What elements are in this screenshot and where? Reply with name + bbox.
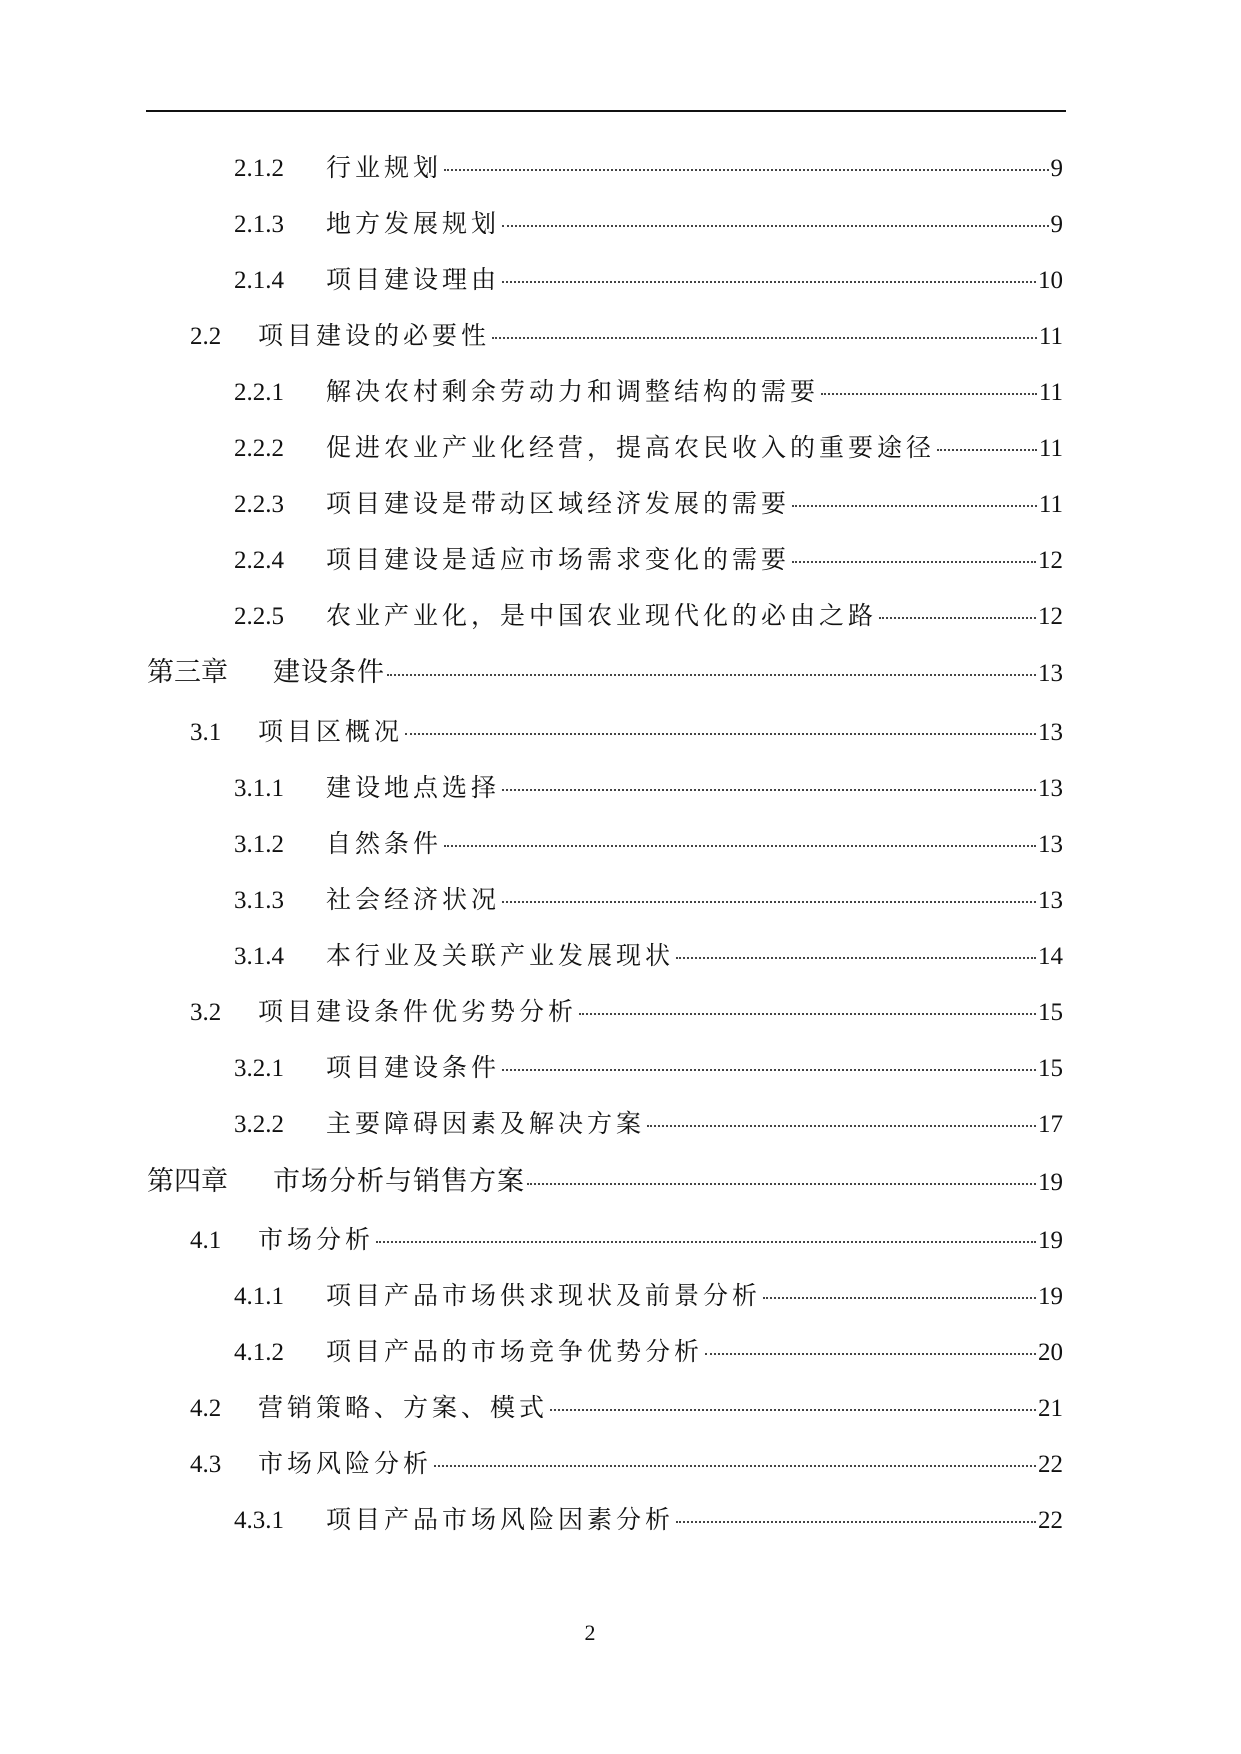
dot-leader xyxy=(821,393,1037,395)
dot-leader xyxy=(647,1125,1036,1127)
toc-entry-number: 2.1.2 xyxy=(234,155,284,182)
toc-entry-number: 3.2 xyxy=(190,999,222,1026)
toc-entry[interactable] xyxy=(234,264,1063,297)
toc-entry-number: 2.2.4 xyxy=(234,547,284,574)
toc-entry[interactable] xyxy=(190,320,1063,353)
toc-entry[interactable] xyxy=(234,544,1063,577)
toc-entry[interactable] xyxy=(234,772,1063,805)
toc-entry-page: 10 xyxy=(1038,267,1063,294)
toc-entry-title: 项目建设是适应市场需求变化的需要 xyxy=(326,545,791,574)
toc-entry-number: 4.3.1 xyxy=(234,1507,284,1534)
toc-entry[interactable] xyxy=(234,432,1063,465)
toc-chapter-entry[interactable] xyxy=(147,1166,1063,1199)
dot-leader xyxy=(792,505,1037,507)
toc-entry-number: 第四章 xyxy=(147,1166,228,1197)
toc-entry-number: 3.1.2 xyxy=(234,831,284,858)
toc-entry[interactable] xyxy=(234,884,1063,917)
toc-entry-title: 行业规划 xyxy=(326,153,443,182)
toc-entry-page: 11 xyxy=(1038,435,1063,462)
dot-leader xyxy=(550,1409,1036,1411)
toc-entry-title: 解决农村剩余劳动力和调整结构的需要 xyxy=(326,377,820,406)
toc-entry-number: 2.2.2 xyxy=(234,435,284,462)
toc-entry-page: 13 xyxy=(1038,775,1063,802)
toc-entry-page: 12 xyxy=(1038,603,1063,630)
toc-entry[interactable] xyxy=(234,1336,1063,1369)
toc-entry-page: 11 xyxy=(1038,379,1063,406)
dot-leader xyxy=(376,1241,1036,1243)
toc-entry-number: 4.3 xyxy=(190,1451,222,1478)
dot-leader xyxy=(676,1521,1036,1523)
toc-entry-page: 13 xyxy=(1038,660,1063,687)
toc-entry[interactable] xyxy=(190,996,1063,1029)
toc-entry-number: 2.2 xyxy=(190,323,222,350)
dot-leader xyxy=(579,1013,1036,1015)
toc-entry-page: 13 xyxy=(1038,887,1063,914)
toc-entry-title: 地方发展规划 xyxy=(326,209,501,238)
toc-entry-title: 项目建设条件优劣势分析 xyxy=(258,997,578,1026)
dot-leader xyxy=(705,1353,1036,1355)
toc-entry-title: 农业产业化，是中国农业现代化的必由之路 xyxy=(326,601,878,630)
toc-entry-title: 项目建设的必要性 xyxy=(258,321,491,350)
toc-entry[interactable] xyxy=(234,1280,1063,1313)
toc-entry[interactable] xyxy=(234,152,1063,185)
dot-leader xyxy=(502,225,1048,227)
toc-entry-title: 营销策略、方案、模式 xyxy=(258,1393,549,1422)
toc-entry-title: 主要障碍因素及解决方案 xyxy=(326,1109,646,1138)
toc-entry-page: 17 xyxy=(1038,1111,1063,1138)
toc-entry-title: 建设地点选择 xyxy=(326,773,501,802)
toc-entry-page: 21 xyxy=(1038,1395,1063,1422)
toc-entry-title: 项目产品市场风险因素分析 xyxy=(326,1505,675,1534)
toc-entry-page: 22 xyxy=(1038,1451,1063,1478)
toc-entry-page: 22 xyxy=(1038,1507,1063,1534)
toc-entry-number: 2.2.5 xyxy=(234,603,284,630)
toc-entry[interactable] xyxy=(234,828,1063,861)
toc-entry[interactable] xyxy=(234,376,1063,409)
toc-entry-title: 本行业及关联产业发展现状 xyxy=(326,941,675,970)
toc-entry[interactable] xyxy=(190,1392,1063,1425)
toc-entry-title: 建设条件 xyxy=(273,657,385,688)
toc-entry-number: 3.1.1 xyxy=(234,775,284,802)
toc-entry[interactable] xyxy=(234,600,1063,633)
toc-entry-number: 3.1.4 xyxy=(234,943,284,970)
toc-entry[interactable] xyxy=(190,1224,1063,1257)
toc-entry-title: 项目建设是带动区域经济发展的需要 xyxy=(326,489,791,518)
toc-entry-page: 15 xyxy=(1038,1055,1063,1082)
toc-entry-page: 19 xyxy=(1038,1227,1063,1254)
dot-leader xyxy=(444,845,1036,847)
dot-leader xyxy=(502,789,1036,791)
dot-leader xyxy=(502,1069,1036,1071)
dot-leader xyxy=(444,169,1048,171)
toc-entry-number: 4.1.2 xyxy=(234,1339,284,1366)
dot-leader xyxy=(502,281,1036,283)
toc-entry-title: 市场分析 xyxy=(258,1225,375,1254)
toc-entry-number: 第三章 xyxy=(147,657,228,688)
toc-entry-page: 19 xyxy=(1038,1169,1063,1196)
toc-entry-number: 2.1.4 xyxy=(234,267,284,294)
toc-entry-page: 15 xyxy=(1038,999,1063,1026)
toc-entry-number: 3.2.2 xyxy=(234,1111,284,1138)
toc-entry-page: 11 xyxy=(1038,323,1063,350)
toc-entry[interactable] xyxy=(190,1448,1063,1481)
toc-entry-title: 促进农业产业化经营，提高农民收入的重要途径 xyxy=(326,433,936,462)
toc-entry-page: 9 xyxy=(1050,155,1063,182)
toc-entry-number: 3.1 xyxy=(190,719,222,746)
toc-entry[interactable] xyxy=(234,940,1063,973)
toc-entry-title: 社会经济状况 xyxy=(326,885,501,914)
toc-entry-title: 自然条件 xyxy=(326,829,443,858)
toc-entry-page: 13 xyxy=(1038,831,1063,858)
toc-chapter-entry[interactable] xyxy=(147,657,1063,690)
toc-entry-number: 2.2.1 xyxy=(234,379,284,406)
toc-entry-page: 20 xyxy=(1038,1339,1063,1366)
toc-entry[interactable] xyxy=(190,716,1063,749)
dot-leader xyxy=(527,1183,1036,1185)
toc-entry-page: 14 xyxy=(1038,943,1063,970)
toc-entry-number: 3.1.3 xyxy=(234,887,284,914)
toc-entry-title: 项目建设理由 xyxy=(326,265,501,294)
toc-entry-number: 2.1.3 xyxy=(234,211,284,238)
toc-entry-title: 项目建设条件 xyxy=(326,1053,501,1082)
page-number: 2 xyxy=(584,1620,596,1645)
toc-entry[interactable] xyxy=(234,1504,1063,1537)
toc-entry-title: 项目区概况 xyxy=(258,717,404,746)
toc-entry-number: 4.1.1 xyxy=(234,1283,284,1310)
toc-entry-page: 19 xyxy=(1038,1283,1063,1310)
toc-entry[interactable] xyxy=(234,208,1063,241)
dot-leader xyxy=(763,1297,1036,1299)
toc-entry[interactable] xyxy=(234,1108,1063,1141)
toc-entry-page: 11 xyxy=(1038,491,1063,518)
dot-leader xyxy=(792,561,1036,563)
toc-entry-page: 12 xyxy=(1038,547,1063,574)
toc-entry-title: 项目产品的市场竞争优势分析 xyxy=(326,1337,704,1366)
dot-leader xyxy=(492,337,1037,339)
toc-entry-page: 9 xyxy=(1050,211,1063,238)
dot-leader xyxy=(405,733,1036,735)
dot-leader xyxy=(434,1465,1036,1467)
toc-entry-number: 4.1 xyxy=(190,1227,222,1254)
toc-entry[interactable] xyxy=(234,488,1063,521)
toc-entry-number: 3.2.1 xyxy=(234,1055,284,1082)
toc-entry[interactable] xyxy=(234,1052,1063,1085)
toc-entry-title: 市场分析与销售方案 xyxy=(273,1166,525,1197)
toc-entry-title: 市场风险分析 xyxy=(258,1449,433,1478)
toc-entry-number: 4.2 xyxy=(190,1395,222,1422)
dot-leader xyxy=(676,957,1036,959)
dot-leader xyxy=(387,674,1036,676)
toc-entry-page: 13 xyxy=(1038,719,1063,746)
dot-leader xyxy=(502,901,1036,903)
toc-entry-number: 2.2.3 xyxy=(234,491,284,518)
toc-entry-title: 项目产品市场供求现状及前景分析 xyxy=(326,1281,762,1310)
dot-leader xyxy=(937,449,1037,451)
dot-leader xyxy=(879,617,1036,619)
